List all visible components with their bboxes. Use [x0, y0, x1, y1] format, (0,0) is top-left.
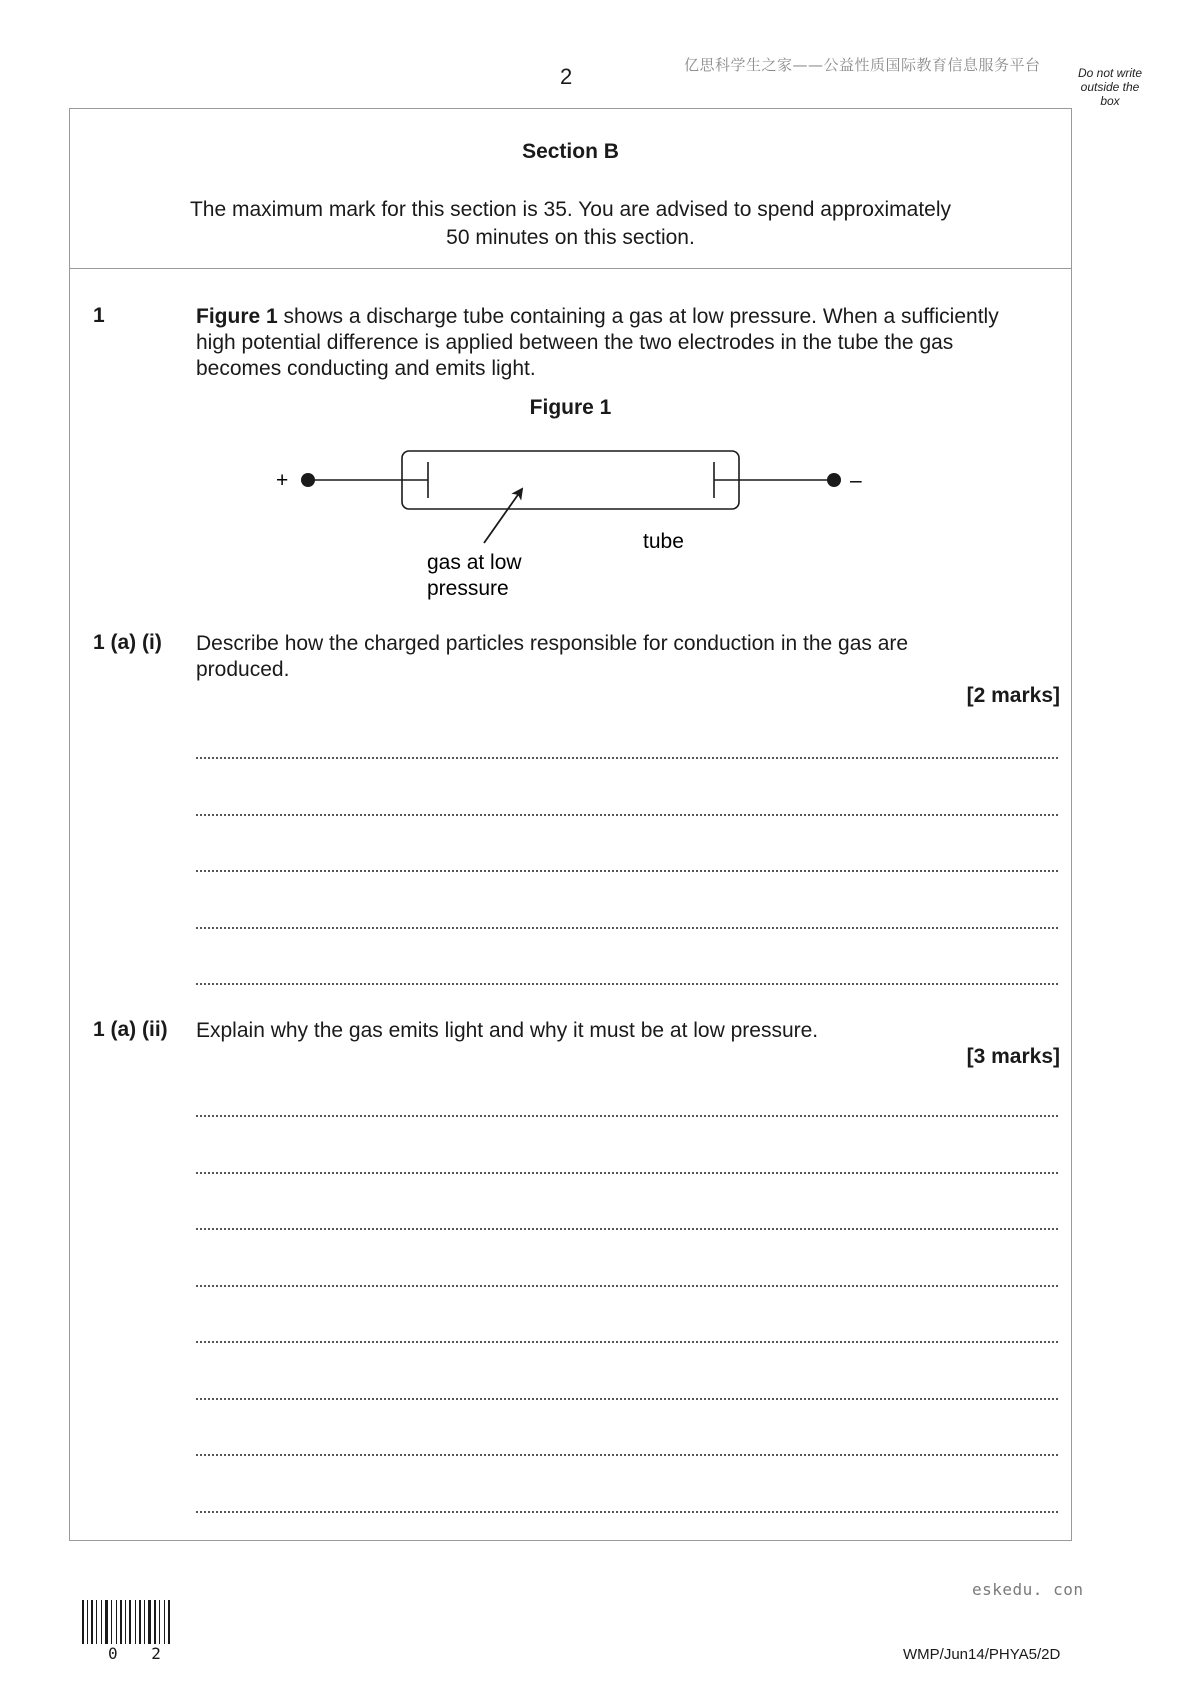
barcode-bar	[105, 1600, 108, 1644]
part-a-ii-answer-line[interactable]	[196, 1285, 1058, 1287]
watermark-text: 亿思科学生之家——公益性质国际教育信息服务平台	[684, 56, 1041, 74]
part-a-i-text-line-1: Describe how the charged particles responsible for conduction in the gas are	[196, 632, 909, 655]
barcode-bar	[144, 1600, 145, 1644]
footer-url: eskedu. con	[972, 1580, 1084, 1599]
barcode-bar	[101, 1600, 102, 1644]
question-intro-line-2: high potential difference is applied between the two electrodes in the tube the gas	[196, 331, 954, 354]
right-terminal-dot	[827, 473, 841, 487]
part-a-i-number: 1 (a) (i)	[93, 631, 162, 654]
barcode-bar	[139, 1600, 141, 1644]
tube-label: tube	[643, 530, 684, 553]
minus-terminal-label: –	[850, 469, 862, 492]
figure-reference: Figure 1	[196, 305, 278, 328]
part-a-ii-answer-line[interactable]	[196, 1341, 1058, 1343]
part-a-i-question	[196, 631, 1058, 683]
part-a-i-text-line-2: produced.	[196, 658, 290, 681]
barcode-bar	[82, 1600, 84, 1644]
part-a-i-answer-line[interactable]	[196, 870, 1058, 872]
part-a-i-answer-line[interactable]	[196, 757, 1058, 759]
barcode-bar	[148, 1600, 151, 1644]
barcode-bar	[164, 1600, 165, 1644]
part-a-ii-answer-line[interactable]	[196, 1172, 1058, 1174]
section-instructions-line-1: The maximum mark for this section is 35. You are advised to spend approximately	[189, 198, 952, 221]
discharge-tube	[402, 451, 739, 509]
part-a-ii-answer-line[interactable]	[196, 1115, 1058, 1117]
barcode-bar	[91, 1600, 93, 1644]
barcode-bar	[168, 1600, 170, 1644]
part-a-i-marks: [2 marks]	[966, 684, 1060, 707]
barcode-bar	[159, 1600, 160, 1644]
footer-code: WMP/Jun14/PHYA5/2D	[903, 1646, 1061, 1663]
part-a-ii-text: Explain why the gas emits light and why it must be at low pressure.	[196, 1019, 819, 1042]
barcode-bar	[135, 1600, 136, 1644]
part-a-ii-answer-line[interactable]	[196, 1398, 1058, 1400]
part-a-i-answer-line[interactable]	[196, 927, 1058, 929]
barcode-bar	[87, 1600, 88, 1644]
plus-terminal-label: +	[276, 469, 289, 492]
barcode-bar	[125, 1600, 126, 1644]
section-instructions-line-2: 50 minutes on this section.	[446, 226, 695, 249]
part-a-ii-answer-line[interactable]	[196, 1228, 1058, 1230]
part-a-i-answer-line[interactable]	[196, 814, 1058, 816]
part-a-ii-answer-line[interactable]	[196, 1454, 1058, 1456]
part-a-ii-answer-line[interactable]	[196, 1511, 1058, 1513]
part-a-ii-marks: [3 marks]	[966, 1045, 1060, 1068]
question-number: 1	[93, 304, 105, 327]
barcode-bar	[111, 1600, 112, 1644]
margin-note-line-1: Do not write	[1077, 66, 1143, 80]
figure-title: Figure 1	[529, 396, 612, 419]
margin-note-line-3: box	[1100, 94, 1120, 108]
section-title: Section B	[522, 140, 619, 163]
margin-note-line-2: outside the	[1080, 80, 1140, 94]
gas-label-line-2: pressure	[427, 577, 509, 600]
barcode-digits: 0 2	[108, 1644, 173, 1663]
gas-label-line-1: gas at low	[427, 551, 522, 574]
barcode-bar	[116, 1600, 117, 1644]
gas-pointer-arrow	[484, 489, 522, 543]
barcode	[82, 1600, 178, 1644]
barcode-bar	[154, 1600, 156, 1644]
question-intro-line-3: becomes conducting and emits light.	[196, 357, 536, 380]
page-number: 2	[560, 64, 573, 89]
barcode-bar	[120, 1600, 122, 1644]
part-a-i-answer-line[interactable]	[196, 983, 1058, 985]
barcode-bar	[96, 1600, 97, 1644]
part-a-ii-number: 1 (a) (ii)	[93, 1018, 168, 1041]
question-intro-line-1: shows a discharge tube containing a gas at low pressure. When a sufficiently	[277, 305, 999, 328]
barcode-bar	[129, 1600, 131, 1644]
